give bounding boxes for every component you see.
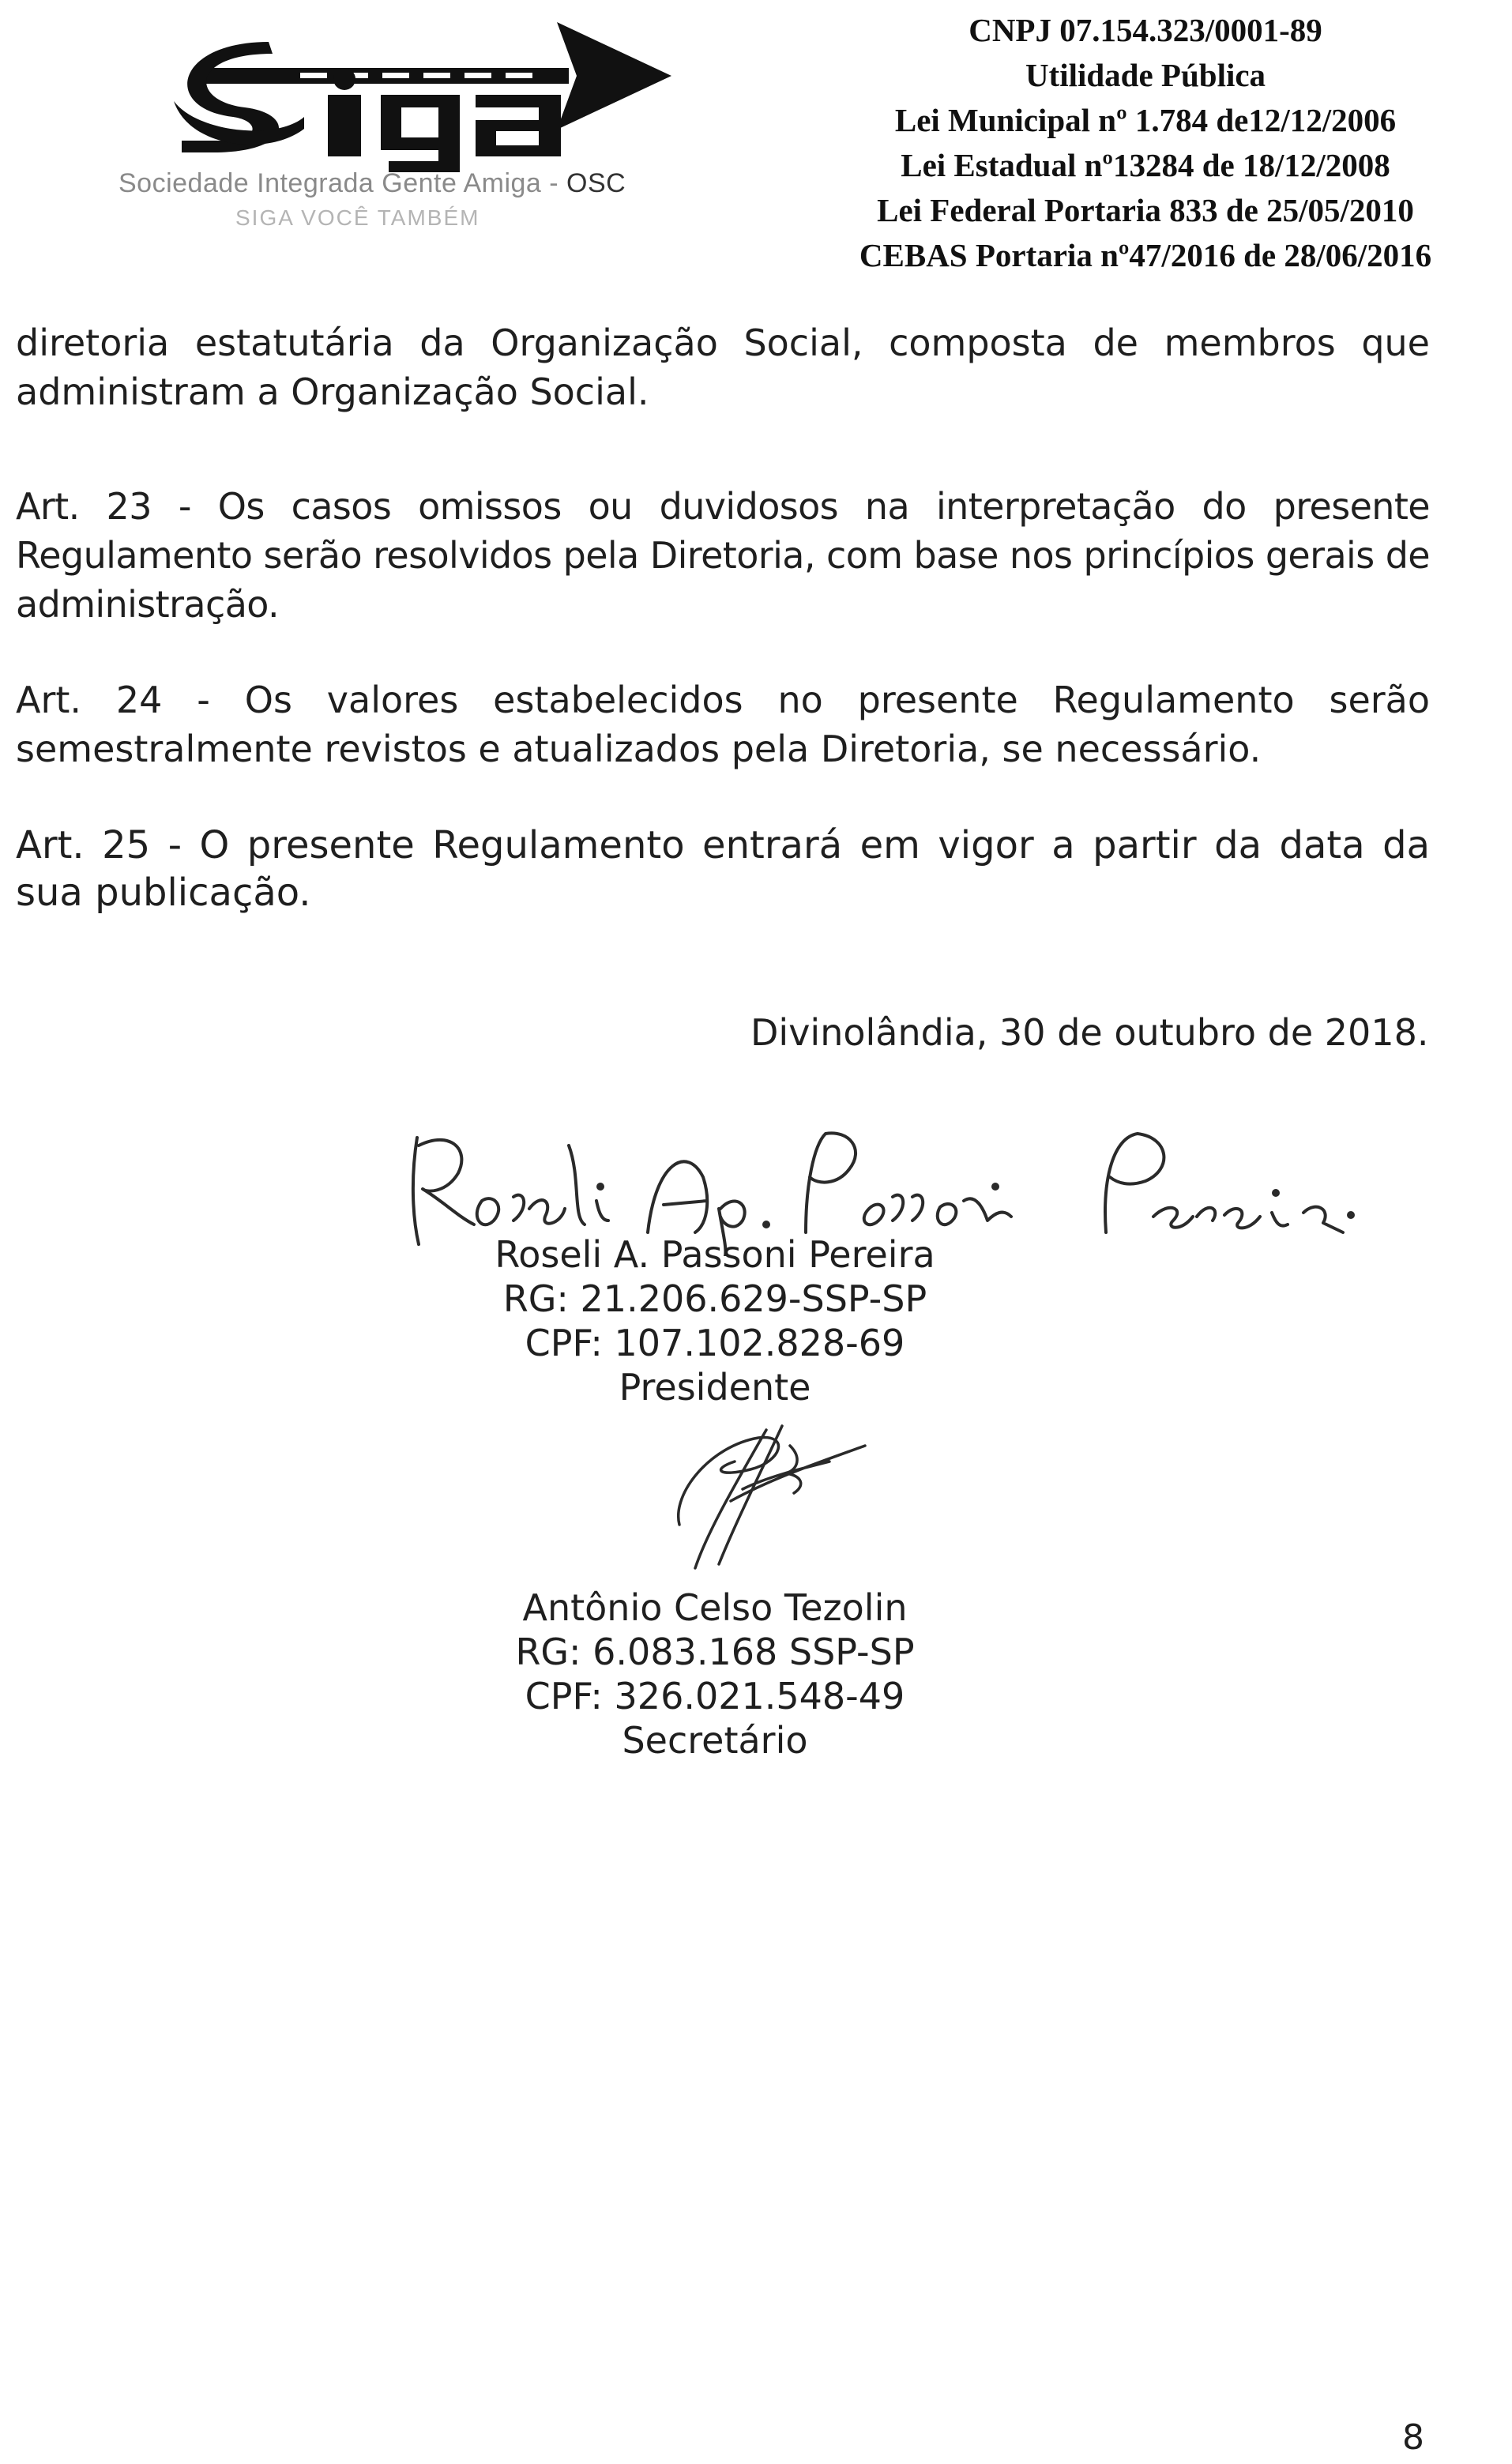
signer-rg: RG: 6.083.168 SSP-SP (515, 1631, 915, 1673)
signer-name: Roseli A. Passoni Pereira (495, 1233, 935, 1276)
paragraph-art-24: Art. 24 - Os valores estabelecidos no presente Regulamento serão semestralmente revistos e atualizados pela Diretoria, se necessário. (16, 679, 1430, 770)
signer-cpf: CPF: 326.021.548-49 (525, 1675, 905, 1717)
paragraph-continuation: diretoria estatutária da Organização Social, composta de membros que administram a Organização Social. (16, 322, 1430, 413)
letterhead-legal-info (782, 8, 1509, 278)
signer-role: Secretário (622, 1719, 808, 1762)
cnpj-line: CNPJ 07.154.323/0001-89 (969, 12, 1322, 48)
page-number: 8 (1402, 2417, 1424, 2458)
municipal-law-line: Lei Municipal nº 1.784 de12/12/2006 (894, 102, 1397, 138)
tagline-osc: OSC (566, 168, 626, 198)
signer-block-secretary (359, 1586, 1070, 1762)
paragraph-art-23: Art. 23 - Os casos omissos ou duvidosos na interpretação do presente Regulamento serão resolvidos pela Diretoria, com base nos princípios gerais de administração. (16, 485, 1430, 626)
signer-rg: RG: 21.206.629-SSP-SP (502, 1277, 927, 1320)
organization-logo (118, 22, 671, 243)
signer-block-president (359, 1232, 1070, 1409)
logo-tagline (118, 168, 671, 199)
public-utility-line: Utilidade Pública (1025, 57, 1266, 93)
state-law-line: Lei Estadual nº13284 de 18/12/2008 (901, 147, 1390, 183)
date-line: Divinolândia, 30 de outubro de 2018. (750, 1011, 1429, 1054)
federal-law-line: Lei Federal Portaria 833 de 25/05/2010 (877, 192, 1414, 228)
cebas-line: CEBAS Portaria nº47/2016 de 28/06/2016 (859, 237, 1432, 273)
paragraph-art-25: Art. 25 - O presente Regulamento entrará em vigor a partir da data da sua publicação. (16, 823, 1430, 915)
logo-slogan: SIGA VOCÊ TAMBÉM (235, 205, 480, 230)
handwritten-signature-secretary (664, 1414, 869, 1572)
signer-name: Antônio Celso Tezolin (522, 1586, 908, 1629)
signer-role: Presidente (619, 1366, 811, 1409)
signer-cpf: CPF: 107.102.828-69 (525, 1322, 905, 1364)
tagline-main: Sociedade Integrada Gente Amiga - (118, 168, 567, 198)
siga-logo-graphic (166, 22, 671, 172)
